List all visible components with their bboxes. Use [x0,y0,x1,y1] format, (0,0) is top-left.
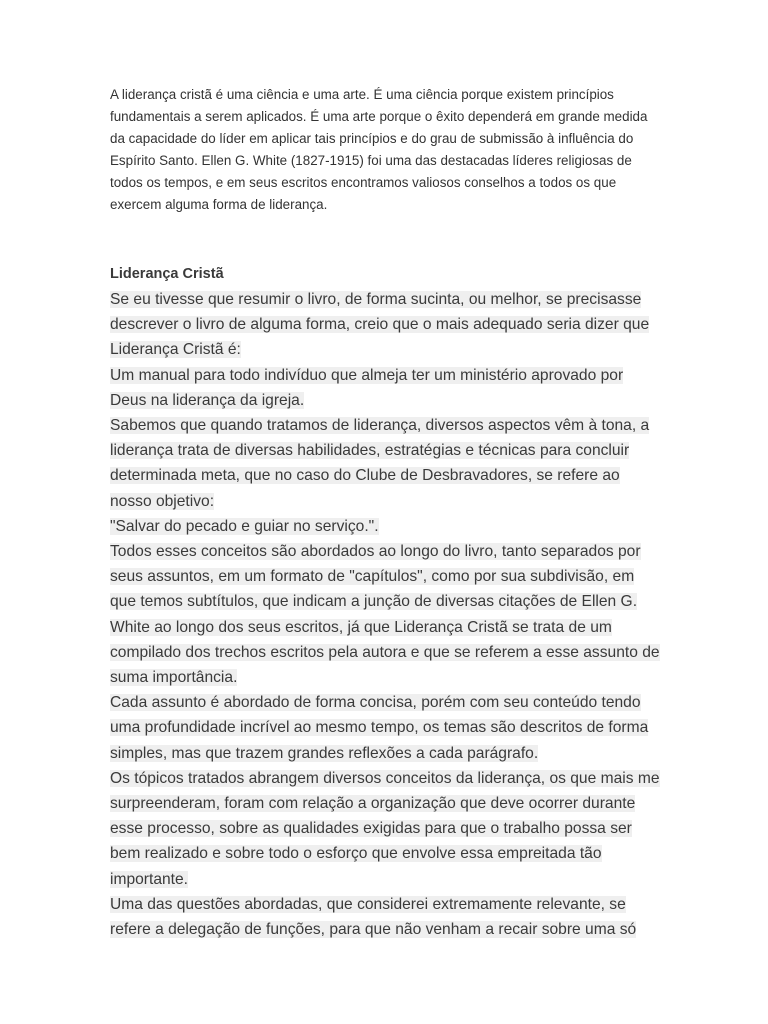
intro-paragraph: A liderança cristã é uma ciência e uma arte. É uma ciência porque existem princípios fundamentais a serem aplicados. É uma arte porque o êxito dependerá em grande medida da capacidade do líder em aplicar tais princípios e do grau de submissão à influência do Espírito Santo. Ellen G. White (1827-1915) foi uma das destacadas líderes religiosas de todos os tempos, e em seus escritos encontramos valiosos conselhos a todos os que exercem alguma forma de liderança. [110,87,648,212]
body-paragraph: Os tópicos tratados abrangem diversos conceitos da liderança, os que mais me surpreenderam, foram com relação a organização que deve ocorrer durante esse processo, sobre as qualidades exigidas para que o trabalho possa ser bem realizado e sobre todo o esforço que envolve essa empreitada tão importante. [110,769,660,888]
body-paragraph: Todos esses conceitos são abordados ao longo do livro, tanto separados por seus assuntos, em um formato de "capítulos", como por sua subdivisão, em que temos subtítulos, que indicam a junção de diversas citações de Ellen G. White ao longo dos seus escritos, já que Liderança Cristã se trata de um compilado dos trechos escritos pela autora e que se referem a esse assunto de suma importância. [110,543,660,687]
body-paragraph: Cada assunto é abordado de forma concisa, porém com seu conteúdo tendo uma profundidade incrível ao mesmo tempo, os temas são descritos de forma simples, mas que trazem grandes reflexões a cada parágrafo. [110,694,649,762]
body-text [110,287,662,942]
document-page [110,84,662,942]
body-paragraph: Sabemos que quando tratamos de liderança, diversos aspectos vêm à tona, a liderança trata de diversas habilidades, estratégias e técnicas para concluir determinada meta, que no caso do Clube de Desbravadores, se refere ao nosso objetivo: [110,417,650,510]
section-heading: Liderança Cristã [110,266,224,282]
body-paragraph: Se eu tivesse que resumir o livro, de forma sucinta, ou melhor, se precisasse descrever o livro de alguma forma, creio que o mais adequado seria dizer que Liderança Cristã é: [110,291,650,359]
body-paragraph: Uma das questões abordadas, que considerei extremamente relevante, se refere a delegação de funções, para que não venham a recair sobre uma só [110,895,637,939]
body-paragraph: Um manual para todo indivíduo que almeja ter um ministério aprovado por Deus na liderança da igreja. [110,366,624,409]
body-paragraph: "Salvar do pecado e guiar no serviço.". [110,517,379,535]
